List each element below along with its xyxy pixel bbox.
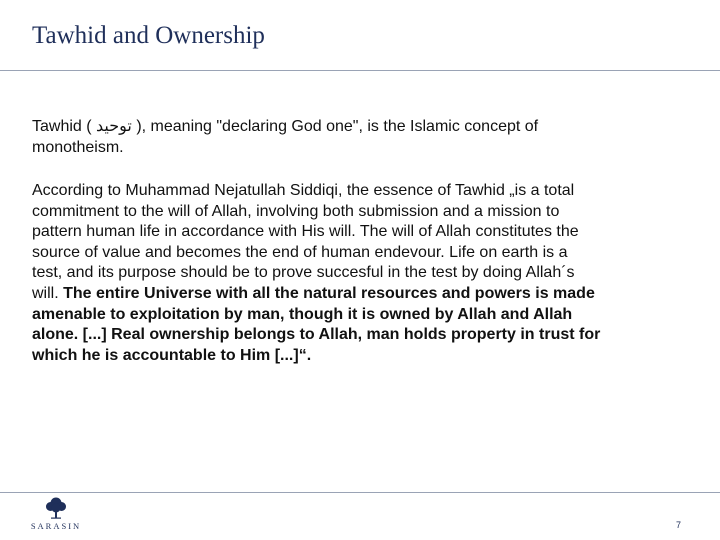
paragraph-definition — [32, 117, 602, 158]
page-number: 7 — [676, 520, 682, 530]
quote-bold-text: The entire Universe with all the natural resources and powers is made amenable to exploitation by man, though it is owned by Allah and Allah alone. [...] Real ownership belongs to Allah, man holds property in trust for which he is accountable to Him [...]“. — [32, 284, 601, 364]
footer-divider — [0, 492, 720, 493]
arabic-word: توحيد — [96, 118, 132, 135]
quote-regular-text: According to Muhammad Nejatullah Siddiqi, the essence of Tawhid „is a total commitment to the will of Allah, involving both submission and a mission to pattern human life in accordance with His will. The will of Allah constitutes the source of value and becomes the end of human endevour. Life on earth is a test, and its purpose should be to prove succesful in the test by doing Allah´s will. — [32, 182, 579, 302]
title-divider — [0, 70, 720, 71]
definition-text-end: ), meaning "declaring God one", is the Islamic concept of monotheism. — [32, 118, 539, 156]
definition-text-start: Tawhid ( — [32, 118, 97, 135]
logo-wordmark: SARASIN — [30, 521, 82, 531]
tree-icon — [43, 497, 69, 521]
sarasin-logo — [26, 497, 86, 539]
slide-title: Tawhid and Ownership — [32, 22, 265, 49]
paragraph-quote — [32, 181, 602, 366]
